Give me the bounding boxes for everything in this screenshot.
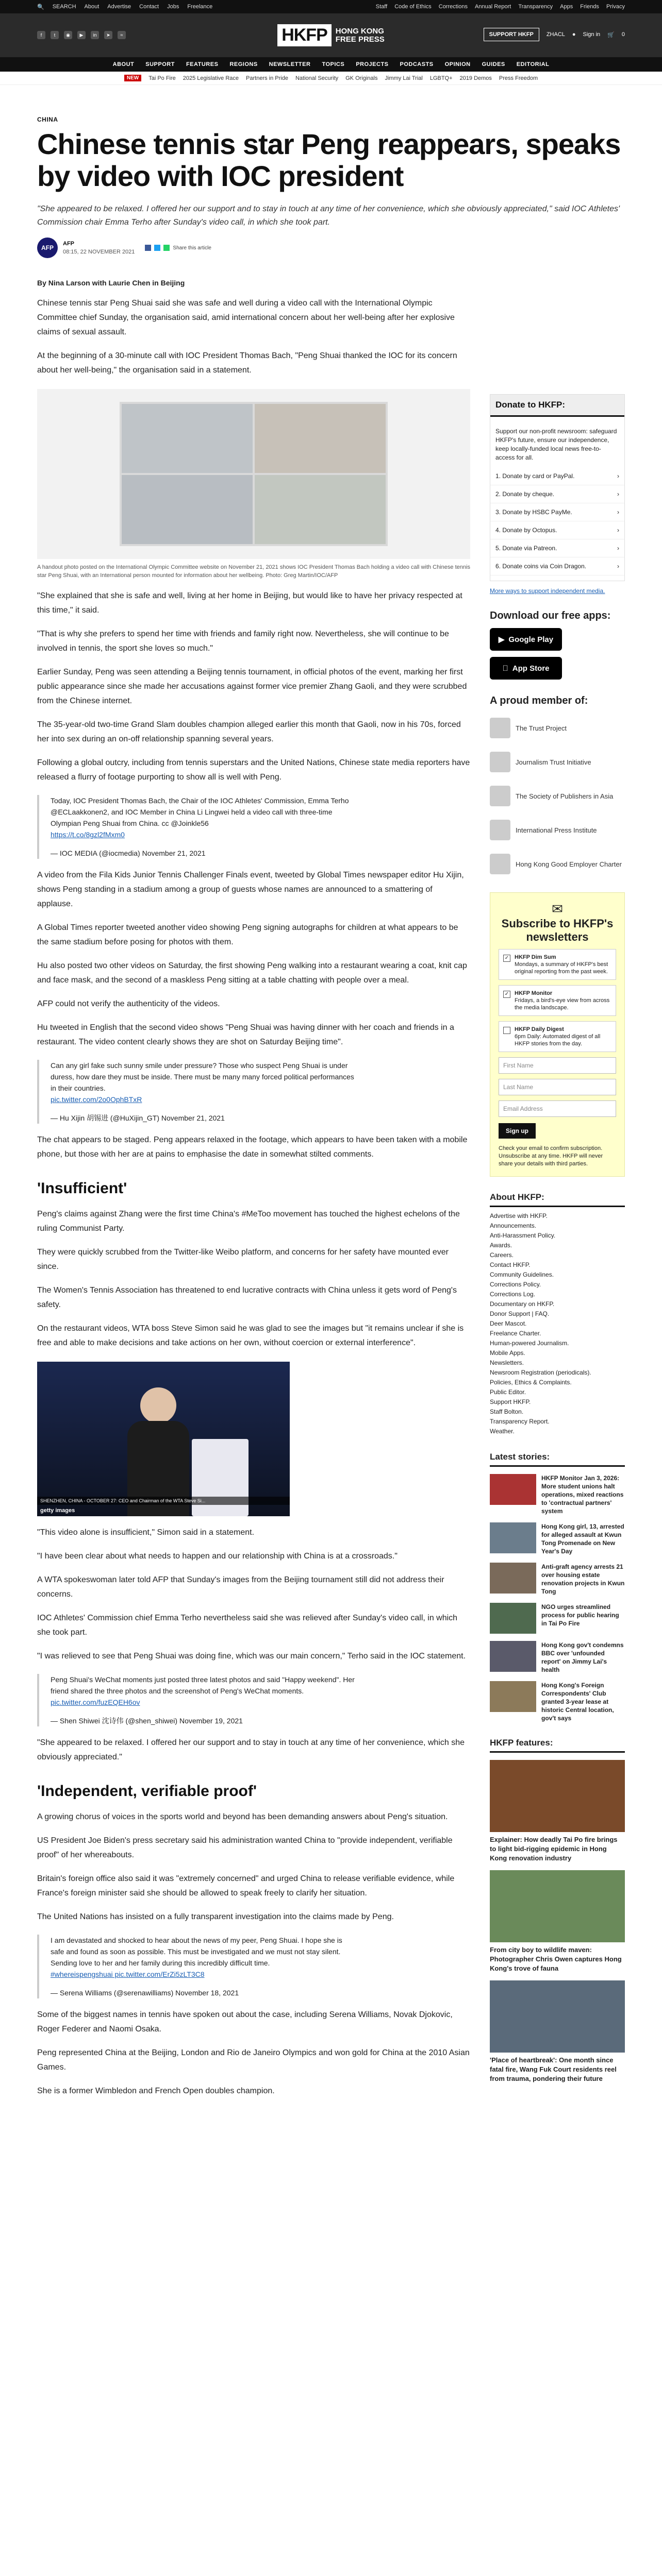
util-link-privacy[interactable]: Privacy [606,4,625,10]
story-title: Hong Kong's Foreign Correspondents' Club granted 3-year lease at historic Central location, gov't says [541,1682,614,1722]
good-employer-logo [490,854,510,874]
last-name-field[interactable]: Last Name [499,1079,616,1095]
about-link[interactable]: Corrections Log. [490,1291,536,1298]
twitter-share-icon[interactable] [154,245,160,251]
google-play-button[interactable] [490,628,562,651]
paragraph: A Global Times reporter tweeted another video showing Peng signing autographs for children at what appears to be the same stadium before posing for photos with them. [37,923,458,946]
cart-count: 0 [621,31,625,38]
chevron-right-icon: › [617,563,619,570]
member-name: The Trust Project [516,724,567,732]
checkbox[interactable] [503,1027,510,1034]
util-link-jobs[interactable]: Jobs [167,4,179,10]
member-logo[interactable] [490,749,625,775]
embedded-tweet-shenshiwei [37,1674,357,1726]
util-link-apps[interactable]: Apps [560,4,573,10]
paragraph: A growing chorus of voices in the sports world and beyond has been demanding answers about Peng's situation. [37,1812,448,1821]
newsletter-option[interactable] [499,1021,616,1052]
tag-link[interactable]: LGBTQ+ [429,75,453,81]
paragraph: Following a global outcry, including from tennis superstars and the United Nations, Chinese state media reporters have released a flurry of footage purporting to show all is well with Peng. [37,758,470,782]
share-label: Share this article [173,245,211,251]
figure-caption: A handout photo posted on the International Olympic Committee website on November 21, 2021 shows IOC President Thomas Bach holding a video call with Chinese tennis star Peng Shuai, with an International person mounted for information about her wellbeing. Photo: Greg Martin/IOC/AFP [37,564,470,579]
about-link[interactable]: Newsletters. [490,1359,524,1366]
section-heading: 'Insufficient' [37,1180,127,1197]
first-name-field[interactable]: First Name [499,1057,616,1074]
donate-option-label: 1. Donate by card or PayPal. [495,472,575,480]
tweet-citation[interactable]: — Shen Shiwei 沈诗伟 (@shen_shiwei) November 19, 2021 [51,1717,243,1725]
donate-option-label: 3. Donate by HSBC PayMe. [495,509,572,516]
story-title: NGO urges streamlined process for public hearing in Tai Po Fire [541,1603,619,1627]
util-link-about[interactable]: About [84,4,100,10]
sopa-logo [490,786,510,806]
paragraph: Peng's claims against Zhang were the first time China's #MeToo movement has touched the highest echelons of the ruling Communist Party. [37,1210,460,1233]
article-deck: "She appeared to be relaxed. I offered her our support and to stay in touch at any time of her convenience, which she obviously appreciated," said IOC Athletes' Commission chair Emma Terho after Sunday's video call, in which she took part. [37,205,620,227]
afp-avatar: AFP [37,238,58,258]
latest-title: Latest stories: [490,1452,625,1467]
donate-option[interactable] [490,539,624,557]
paragraph: Hu also posted two other videos on Saturday, the first showing Peng walking into a restaurant wearing a coat, knit cap and face mask, and the second of a maskless Peng sitting at a table chatting with people over a meal. [37,961,467,985]
feature-image [490,1760,625,1832]
rss-icon[interactable]: ≈ [118,31,126,39]
tag-link[interactable]: 2025 Legislative Race [183,75,239,81]
about-link[interactable]: Human-powered Journalism. [490,1340,569,1347]
util-link-friends[interactable]: Friends [580,4,599,10]
member-title: A proud member of: [490,695,588,706]
member-name: Hong Kong Good Employer Charter [516,860,622,868]
figure-ioc-video-call [37,389,470,580]
member-logo[interactable] [490,817,625,843]
about-link[interactable]: Weather. [490,1428,515,1435]
byline-org[interactable]: AFP [63,241,74,247]
paragraph: Chinese tennis star Peng Shuai said she was safe and well during a video call with the International Olympic Committee chief Sunday, the organisation said, amid international concern about her well-being after her explosive claims of sexual assault. [37,299,455,336]
nav-projects[interactable]: PROJECTS [356,61,389,67]
donate-option[interactable] [490,503,624,521]
story-thumbnail [490,1603,536,1634]
donate-option-label: 4. Donate by Octopus. [495,527,557,534]
paragraph: "That is why she prefers to spend her time with friends and family right now. Nevertheless, she will continue to be involved in tennis, the sport she loves so much." [37,630,449,653]
latest-story[interactable] [490,1681,625,1722]
logo-wordmark [336,27,385,44]
tweet-text: Can any girl fake such sunny smile under pressure? Those who suspect Peng Shuai is under duress, how dare they must be inside. There must be many many forced political performances in their countries. [51,1061,354,1092]
main-nav [0,57,662,72]
donate-option[interactable] [490,485,624,503]
image-overlay-caption: SHENZHEN, CHINA - OCTOBER 27: CEO and Chairman of the WTA Steve Si... [37,1497,290,1505]
tweet-link[interactable]: https://t.co/8gzl2fMxm0 [51,831,125,839]
facebook-icon[interactable]: f [37,31,45,39]
member-name: International Press Institute [516,826,597,834]
nav-newsletter[interactable]: NEWSLETTER [269,61,311,67]
feature-story[interactable] [490,1980,625,2083]
about-link[interactable]: Announcements. [490,1222,537,1229]
member-logo[interactable] [490,783,625,809]
article-authors: By Nina Larson with Laurie Chen in Beijing [37,279,185,287]
about-link[interactable]: Awards. [490,1242,512,1249]
feature-title: Explainer: How deadly Tai Po fire brings to light bid-rigging epidemic in Hong Kong renovation industry [490,1836,618,1862]
nav-about[interactable]: ABOUT [112,61,135,67]
steve-simon-image[interactable] [37,1362,290,1516]
feature-image [490,1980,625,2053]
apple-icon [503,664,508,673]
tag-link[interactable]: Partners in Pride [246,75,288,81]
tweet-text: Today, IOC President Thomas Bach, the Chair of the IOC Athletes' Commission, Emma Terho @ECLaakkonen2, and IOC Member in China Li Lingwei held a video call with three-time Olympian Peng Shuai from China. cc @Joinkle56 [51,796,349,827]
donate-option[interactable] [490,467,624,485]
story-thumbnail [490,1641,536,1672]
tweet-text: Peng Shuai's WeChat moments just posted three latest photos and said "Happy weekend". Her friend shared the three photos and the screenshot of Peng's WeChat moments. [51,1675,355,1695]
about-link[interactable]: Freelance Charter. [490,1330,541,1337]
trust-project-logo [490,718,510,738]
newsletter-desc: 6pm Daily: Automated digest of all HKFP stories from the day. [515,1033,601,1047]
paragraph: "She appeared to be relaxed. I offered her our support and to stay in touch at any time of her convenience, which she obviously appreciated." [37,1738,465,1761]
tweet-citation[interactable]: — IOC MEDIA (@iocmedia) November 21, 2021 [51,849,206,857]
tweet-citation[interactable]: — Serena Williams (@serenawilliams) November 18, 2021 [51,1989,239,1997]
util-link-ethics[interactable]: Code of Ethics [394,4,432,10]
logo-line1: HONG KONG [335,26,384,36]
email-field[interactable]: Email Address [499,1100,616,1117]
embedded-tweet-huxijin [37,1060,357,1124]
paragraph: The United Nations has insisted on a fully transparent investigation into the claims made by Peng. [37,1912,394,1921]
newsletter-option[interactable] [499,949,616,980]
signin-link[interactable]: Sign in [583,31,601,38]
latest-story[interactable] [490,1563,625,1596]
story-title: HKFP Monitor Jan 3, 2026: More student unions halt operations, mixed reactions to 'contractual partners' system [541,1475,624,1515]
about-link[interactable]: Policies, Ethics & Complaints. [490,1379,572,1386]
story-title: Hong Kong gov't condemns BBC over 'unfounded report' on Jimmy Lai's health [541,1641,624,1673]
feature-image [490,1870,625,1942]
app-store-label: App Store [509,664,547,673]
latest-story[interactable] [490,1474,625,1515]
about-link[interactable]: Careers. [490,1251,514,1259]
paragraph: She is a former Wimbledon and French Open doubles champion. [37,2087,275,2095]
sidebar [490,394,625,2083]
article-body [37,279,470,2098]
subscribe-title: Subscribe to HKFP's newsletters [501,917,614,943]
donate-intro: Support our non-profit newsroom: safeguard HKFP's future, ensure our independence, keep locally-funded local news free-to-access for all. [495,428,617,461]
tweet-text: I am devastated and shocked to hear about the news of my peer, Peng Shuai. I hope she is safe and found as soon as possible. This must be investigated and we must not stay silent. Sending love to her and her family during this incredibly difficult time. [51,1936,342,1967]
paragraph: "This video alone is insufficient," Simon said in a statement. [37,1528,255,1537]
paragraph: AFP could not verify the authenticity of the videos. [37,999,220,1008]
donate-option-label: 2. Donate by cheque. [495,490,555,498]
new-badge: NEW [124,75,141,81]
paragraph: "She explained that she is safe and well, living at her home in Beijing, but would like to have her privacy respected at this time," it said. [37,591,462,615]
newsletter-desc: Fridays, a bird's-eye view from across the media landscape. [515,997,610,1011]
donate-option-label: 6. Donate coins via Coin Dragon. [495,563,587,570]
about-link[interactable]: Corrections Policy. [490,1281,541,1288]
paragraph: Peng represented China at the Beijing, London and Rio de Janeiro Olympics and won gold for China at the 2010 Asian Games. [37,2048,470,2072]
paragraph: Some of the biggest names in tennis have spoken out about the case, including Serena Williams, Novak Djokovic, Roger Federer and Naomi Osaka. [37,2010,453,2033]
story-thumbnail [490,1474,536,1505]
getty-credit: getty images [40,1507,75,1514]
tag-link[interactable]: 2019 Demos [459,75,492,81]
about-link[interactable]: Advertise with HKFP. [490,1212,548,1219]
about-link[interactable]: Documentary on HKFP. [490,1300,555,1308]
masthead [0,13,662,57]
checkbox[interactable]: ✓ [503,955,510,962]
feature-title: 'Place of heartbreak': One month since fatal fire, Wang Fuk Court residents reel from trauma, pondering their future [490,2056,617,2082]
member-logo[interactable] [490,715,625,741]
facebook-share-icon[interactable] [145,245,151,251]
latest-story[interactable] [490,1603,625,1634]
newsletter-name: HKFP Monitor [515,990,553,996]
twitter-icon[interactable]: t [51,31,59,39]
nav-guides[interactable]: GUIDES [482,61,505,67]
tweet-citation[interactable]: — Hu Xijin 胡锡进 (@HuXijin_GT) November 21, 2021 [51,1114,225,1122]
member-name: Journalism Trust Initiative [516,758,591,766]
util-link-transparency[interactable]: Transparency [518,4,553,10]
more-ways-link[interactable]: More ways to support independent media. [490,587,605,595]
story-thumbnail [490,1681,536,1712]
paragraph: Earlier Sunday, Peng was seen attending a Beijing tennis tournament, in official photos of the event, marking her first public appearance since she made her accusations against former vice premier Zhang Gaoli, and they were scrubbed from the Chinese internet. [37,668,467,705]
section-heading: 'Independent, verifiable proof' [37,1783,257,1800]
about-title: About HKFP: [490,1192,625,1207]
donate-title: Donate to HKFP: [490,395,624,417]
chevron-right-icon: › [617,490,619,498]
chevron-right-icon: › [617,509,619,516]
util-link-contact[interactable]: Contact [139,4,159,10]
story-title: Hong Kong girl, 13, arrested for alleged assault at Kwun Tong Promenade on New Year's Day [541,1523,624,1555]
paragraph: Hu tweeted in English that the second video shows "Peng Shuai was having dinner with her coach and friends in a restaurant. The video content clearly shows they are shot on Saturday Beijing time". [37,1023,454,1046]
story-title: Anti-graft agency arrests 21 over housing estate renovation projects in Kwun Tong [541,1563,625,1595]
chevron-right-icon: › [617,472,619,480]
tweet-link[interactable]: pic.twitter.com/fuzEQEH6ov [51,1698,140,1706]
story-thumbnail [490,1522,536,1553]
tag-link[interactable]: Jimmy Lai Trial [385,75,423,81]
util-link-freelance[interactable]: Freelance [187,4,213,10]
byline-date: 08:15, 22 NOVEMBER 2021 [63,249,135,255]
apps-title: Download our free apps: [490,610,611,621]
cart-icon[interactable]: 🛒 [607,31,615,38]
language-switch[interactable]: ZHACL [546,31,565,38]
tag-link[interactable]: Press Freedom [499,75,538,81]
util-link-advertise[interactable]: Advertise [107,4,131,10]
logo-mark: HKFP [277,24,332,46]
newsletter-icon: ✉ [552,901,563,917]
app-store-button[interactable] [490,657,562,680]
tag-link[interactable]: GK Originals [345,75,378,81]
ioc-video-call-image [37,389,470,559]
support-hkfp-button[interactable]: SUPPORT HKFP [484,28,539,41]
nav-opinion[interactable]: OPINION [444,61,471,67]
about-link[interactable]: Support HKFP. [490,1398,531,1405]
tag-link[interactable]: Tai Po Fire [148,75,176,81]
story-thumbnail [490,1563,536,1594]
tag-link[interactable]: National Security [295,75,339,81]
about-link[interactable]: Mobile Apps. [490,1349,525,1357]
site-logo[interactable] [277,24,385,46]
donate-option[interactable] [490,557,624,575]
paragraph: Britain's foreign office also said it was "extremely concerned" and urged China to release verifiable evidence, while France's foreign minister said she should be allowed to speak freely to clarify her situation. [37,1874,455,1897]
about-link[interactable]: Deer Mascot. [490,1320,527,1327]
whatsapp-share-icon[interactable] [163,245,170,251]
paragraph: They were quickly scrubbed from the Twitter-like Weibo platform, and concerns for her safety have mounted ever since. [37,1248,449,1271]
about-link[interactable]: Community Guidelines. [490,1271,554,1278]
chevron-right-icon: › [617,527,619,534]
paragraph: A video from the Fila Kids Junior Tennis Challenger Finals event, tweeted by Global Times newspaper editor Hu Xijin, shows Peng standing in a stadium among a group of guests whose names are announced to a smattering of applause. [37,871,464,908]
util-link-annual-report[interactable]: Annual Report [475,4,511,10]
chevron-right-icon: › [617,545,619,552]
paragraph: IOC Athletes' Commission chief Emma Terho nevertheless said she was relieved after Sunday's video call, in which she took part. [37,1614,458,1637]
feature-story[interactable] [490,1870,625,1973]
paragraph: "I was relieved to see that Peng Shuai was doing fine, which was our main concern," Terho said in the IOC statement. [37,1652,466,1660]
nav-support[interactable]: SUPPORT [145,61,175,67]
member-name: The Society of Publishers in Asia [516,792,614,800]
about-link[interactable]: Newsroom Registration (periodicals). [490,1369,591,1376]
nav-podcasts[interactable]: PODCASTS [400,61,434,67]
article-headline: Chinese tennis star Peng reappears, speaks by video with IOC president [37,128,621,192]
utility-bar [0,0,662,13]
newsletter-desc: Mondays, a summary of HKFP's best original reporting from the past week. [515,961,608,975]
newsletter-name: HKFP Dim Sum [515,954,556,960]
about-link[interactable]: Public Editor. [490,1388,526,1396]
features-title: HKFP features: [490,1738,625,1753]
latest-story[interactable] [490,1522,625,1555]
telegram-icon[interactable]: ➤ [104,31,112,39]
util-link-search[interactable]: SEARCH [52,4,76,10]
about-link[interactable]: Donor Support | FAQ. [490,1310,550,1317]
byline [37,238,470,258]
newsletter-option[interactable] [499,985,616,1016]
linkedin-icon[interactable]: in [91,31,99,39]
tweet-link[interactable]: pic.twitter.com/2o0OphBTxR [51,1095,142,1104]
user-icon[interactable]: ● [572,31,576,38]
about-list [490,1211,625,1436]
newsletter-name: HKFP Daily Digest [515,1026,564,1032]
donate-option-label: 5. Donate via Patreon. [495,545,557,552]
embedded-tweet-ioc [37,795,357,859]
article-category[interactable]: CHINA [37,116,58,123]
nav-editorial[interactable]: EDITORIAL [516,61,550,67]
subscribe-note: Check your email to confirm subscription. Unsubscribe at any time. HKFP will never share your details with third parties. [499,1145,603,1167]
tweet-link[interactable]: #whereispengshuai pic.twitter.com/ErZi5zLT3C8 [51,1970,205,1978]
feature-story[interactable] [490,1760,625,1863]
feature-title: From city boy to wildlife maven: Photographer Chris Owen captures Hong Kong's trove of fauna [490,1946,622,1972]
signup-button[interactable]: Sign up [499,1123,536,1139]
figure-steve-simon [37,1362,470,1516]
instagram-icon[interactable]: ◉ [64,31,72,39]
logo-line2: FREE PRESS [335,35,385,44]
youtube-icon[interactable]: ▶ [77,31,86,39]
member-logo[interactable] [490,851,625,877]
jti-logo [490,752,510,772]
donate-widget [490,394,625,581]
newsletter-signup [490,892,625,1177]
about-link[interactable]: Staff Bolton. [490,1408,524,1415]
paragraph: The 35-year-old two-time Grand Slam doubles champion alleged earlier this month that Gaoli, now in his 70s, forced her into sex during an on-off relationship spanning several years. [37,720,461,743]
util-link-corrections[interactable]: Corrections [438,4,468,10]
checkbox[interactable]: ✓ [503,991,510,998]
share-row [145,245,211,251]
search-icon[interactable]: 🔍 [37,4,44,10]
paragraph: US President Joe Biden's press secretary said his administration wanted China to "provide independent, verifiable proof" of her whereabouts. [37,1836,453,1859]
about-link[interactable]: Transparency Report. [490,1418,550,1425]
google-play-icon: ▶ [498,635,505,644]
nav-regions[interactable]: REGIONS [229,61,258,67]
paragraph: At the beginning of a 30-minute call with IOC President Thomas Bach, "Peng Shuai thanked the IOC for its concern about her well-being," the organisation said in a statement. [37,351,457,375]
google-play-label: Google Play [508,635,554,644]
about-link[interactable]: Anti-Harassment Policy. [490,1232,556,1239]
paragraph: A WTA spokeswoman later told AFP that Sunday's images from the Beijing tournament still did not address their concerns. [37,1575,444,1599]
paragraph: The Women's Tennis Association has threatened to end lucrative contracts with China unless it gets word of Peng's safety. [37,1286,457,1309]
embedded-tweet-serena [37,1935,357,1998]
about-link[interactable]: Contact HKFP. [490,1261,531,1268]
trending-tags [0,72,662,85]
util-link-staff[interactable]: Staff [375,4,388,10]
latest-story[interactable] [490,1641,625,1674]
ipi-logo [490,820,510,840]
paragraph: The chat appears to be staged. Peng appears relaxed in the footage, which appears to have been taken with a mobile phone, but those with her are at pains to emphasise the date in somewhat stilted comments. [37,1136,468,1159]
paragraph: On the restaurant videos, WTA boss Steve Simon said he was glad to see the images but "it remains unclear if she is free and able to make decisions and take actions on her own, without coercion or external interference". [37,1324,464,1347]
nav-topics[interactable]: TOPICS [322,61,345,67]
donate-option[interactable] [490,521,624,539]
nav-features[interactable]: FEATURES [186,61,219,67]
paragraph: "I have been clear about what needs to happen and our relationship with China is at a crossroads." [37,1552,398,1561]
